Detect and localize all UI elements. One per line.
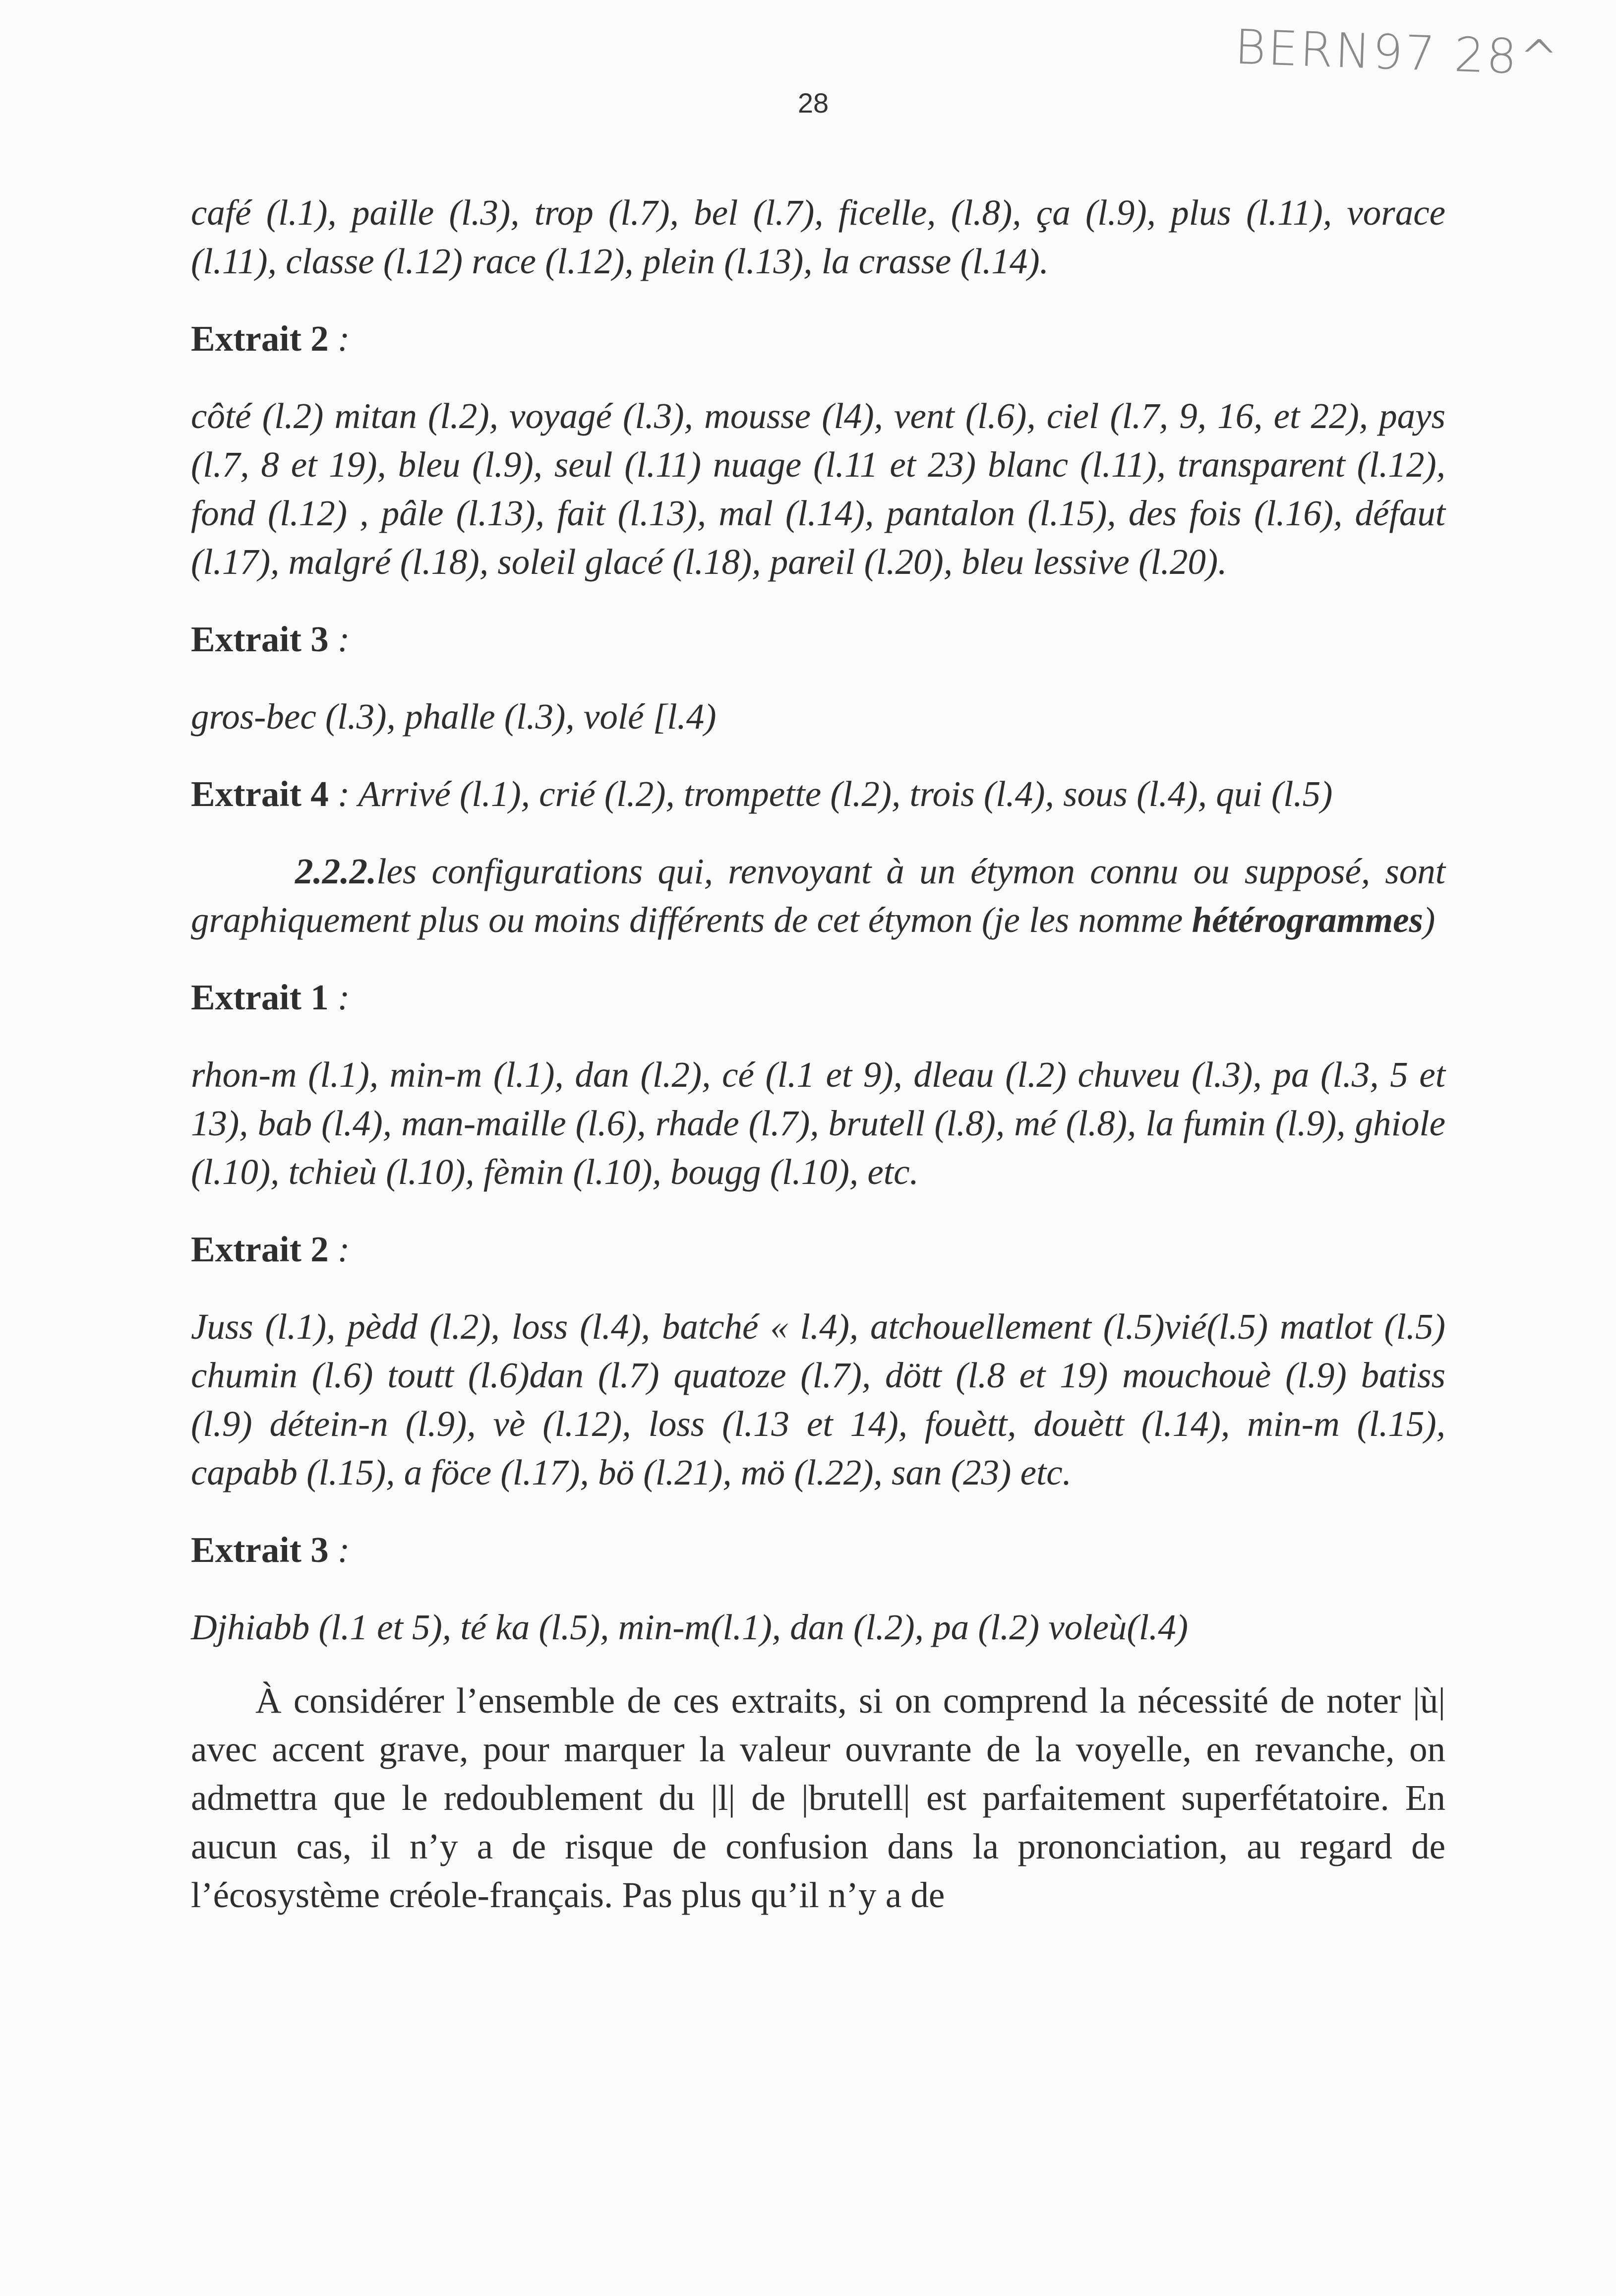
section-text-end: ): [1423, 900, 1436, 940]
heading-colon: :: [328, 1530, 350, 1570]
paragraph-extrait4: [191, 770, 1445, 818]
paragraph-analysis: À considérer l’ensemble de ces extraits, si on comprend la nécessité de noter |ù| avec accent grave, pour marquer la valeur ouvrante de la voyelle, en revanche, on admettra que le redoublement du |l| de |brutell| est parfaitement superfétatoire. En aucun cas, il n’y a de risque de confusion dans la prononciation, au regard de l’écosystème créole-français. Pas plus qu’il n’y a de: [191, 1680, 1445, 1915]
page-body: [191, 188, 1445, 1920]
heading-label: Extrait 2: [191, 318, 329, 359]
page-number: 28: [797, 87, 829, 119]
heading-colon: :: [328, 774, 359, 814]
heading-extrait-1: [191, 973, 1445, 1022]
heading-extrait-3b: [191, 1526, 1445, 1574]
paragraph-extrait3-words: gros-bec (l.3), phalle (l.3), volé [l.4): [191, 696, 717, 737]
paragraph-heterogrammes-extrait3: Djhiabb (l.1 et 5), té ka (l.5), min-m(l.1), dan (l.2), pa (l.2) voleù(l.4): [191, 1607, 1189, 1647]
section-number: 2.2.2.: [295, 851, 377, 891]
paragraph-extrait2-words: côté (l.2) mitan (l.2), voyagé (l.3), mousse (l4), vent (l.6), ciel (l.7, 9, 16, et 22), pays (l.7, 8 et 19), bleu (l.9), seul (l.11) nuage (l.11 et 23) blanc (l.11), transparent (l.12), fond (l.12) , pâle (l.13), fait (l.13), mal (l.14), pantalon (l.15), des fois (l.16), défaut (l.17), malgré (l.18), soleil glacé (l.18), pareil (l.20), bleu lessive (l.20).: [191, 396, 1445, 582]
margin-annotation: BERN97 28^: [1234, 19, 1562, 86]
heading-colon: :: [328, 619, 350, 659]
heading-label: Extrait 2: [191, 1229, 329, 1269]
heading-extrait-4: Extrait 4: [191, 774, 329, 814]
extrait4-words: Arrivé (l.1), crié (l.2), trompette (l.2), trois (l.4), sous (l.4), qui (l.5): [358, 774, 1333, 814]
heading-colon: :: [328, 318, 350, 359]
heading-extrait-3: [191, 615, 1445, 664]
heading-label: Extrait 1: [191, 977, 329, 1017]
heading-colon: :: [328, 977, 350, 1017]
heading-label: Extrait 3: [191, 1530, 329, 1570]
section-term: hétérogrammes: [1192, 900, 1423, 940]
heading-extrait-2b: [191, 1225, 1445, 1274]
heading-colon: :: [328, 1229, 350, 1269]
paragraph-heterogrammes-extrait2: Juss (l.1), pèdd (l.2), loss (l.4), batché « l.4), atchouellement (l.5)vié(l.5) matlot (l.5) chumin (l.6) toutt (l.6)dan (l.7) quatoze (l.7), dött (l.8 et 19) mouchouè (l.9) batiss (l.9) détein-n (l.9), vè (l.12), loss (l.13 et 14), fouètt, douètt (l.14), min-m (l.15), capabb (l.15), a föce (l.17), bö (l.21), mö (l.22), san (23) etc.: [191, 1306, 1445, 1492]
heading-label: Extrait 3: [191, 619, 329, 659]
paragraph-heterogrammes-extrait1: rhon-m (l.1), min-m (l.1), dan (l.2), cé (l.1 et 9), dleau (l.2) chuveu (l.3), pa (l.3, 5 et 13), bab (l.4), man-maille (l.6), rhade (l.7), brutell (l.8), mé (l.8), la fumin (l.9), ghiole (l.10), tchieù (l.10), fèmin (l.10), bougg (l.10), etc.: [191, 1055, 1445, 1192]
paragraph-extrait1-words: café (l.1), paille (l.3), trop (l.7), bel (l.7), ficelle, (l.8), ça (l.9), plus (l.11), vorace (l.11), classe (l.12) race (l.12), plein (l.13), la crasse (l.14).: [191, 192, 1445, 281]
section-2-2-2: [191, 847, 1445, 944]
section-text: les configurations qui, renvoyant à un étymon connu ou supposé, sont graphiquement plus ou moins différents de cet étymon (je les nomme: [191, 851, 1445, 940]
heading-extrait-2: [191, 314, 1445, 363]
